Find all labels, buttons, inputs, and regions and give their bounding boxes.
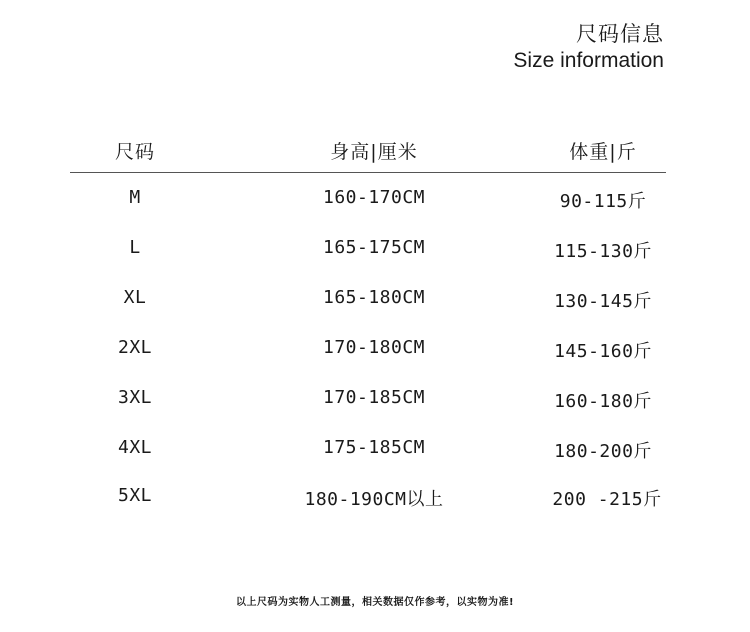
table-row xyxy=(0,187,750,217)
table-row xyxy=(0,485,750,515)
cell-height: 160-170CM xyxy=(322,187,426,208)
cell-weight: 145-160斤 xyxy=(554,341,652,362)
cell-size: M xyxy=(129,187,141,208)
cell-size: XL xyxy=(123,287,147,308)
header-weight: 体重|斤 xyxy=(569,141,637,163)
cell-height: 175-185CM xyxy=(322,437,426,458)
cell-weight: 90-115斤 xyxy=(559,191,647,212)
header-size: 尺码 xyxy=(114,141,156,163)
cell-height: 165-180CM xyxy=(322,287,426,308)
table-row xyxy=(0,437,750,467)
cell-size: 4XL xyxy=(117,437,153,458)
cell-size: 5XL xyxy=(117,485,153,506)
table-row xyxy=(0,237,750,267)
table-row xyxy=(0,287,750,317)
title-cn: 尺码信息 xyxy=(576,22,664,46)
cell-weight: 160-180斤 xyxy=(554,391,652,412)
cell-height: 165-175CM xyxy=(322,237,426,258)
cell-height: 170-180CM xyxy=(322,337,426,358)
cell-weight: 130-145斤 xyxy=(554,291,652,312)
cell-size: 2XL xyxy=(117,337,153,358)
cell-weight: 200 -215斤 xyxy=(552,489,662,510)
cell-height: 170-185CM xyxy=(322,387,426,408)
cell-height: 180-190CM以上 xyxy=(304,489,444,510)
cell-size: 3XL xyxy=(117,387,153,408)
table-row xyxy=(0,337,750,367)
title-en: Size information xyxy=(513,49,664,72)
cell-size: L xyxy=(129,237,141,258)
header-height: 身高|厘米 xyxy=(330,141,418,163)
footnote: 以上尺码为实物人工测量，相关数据仅作参考，以实物为准! xyxy=(235,597,515,608)
cell-weight: 180-200斤 xyxy=(554,441,652,462)
cell-weight: 115-130斤 xyxy=(554,241,652,262)
table-row xyxy=(0,387,750,417)
